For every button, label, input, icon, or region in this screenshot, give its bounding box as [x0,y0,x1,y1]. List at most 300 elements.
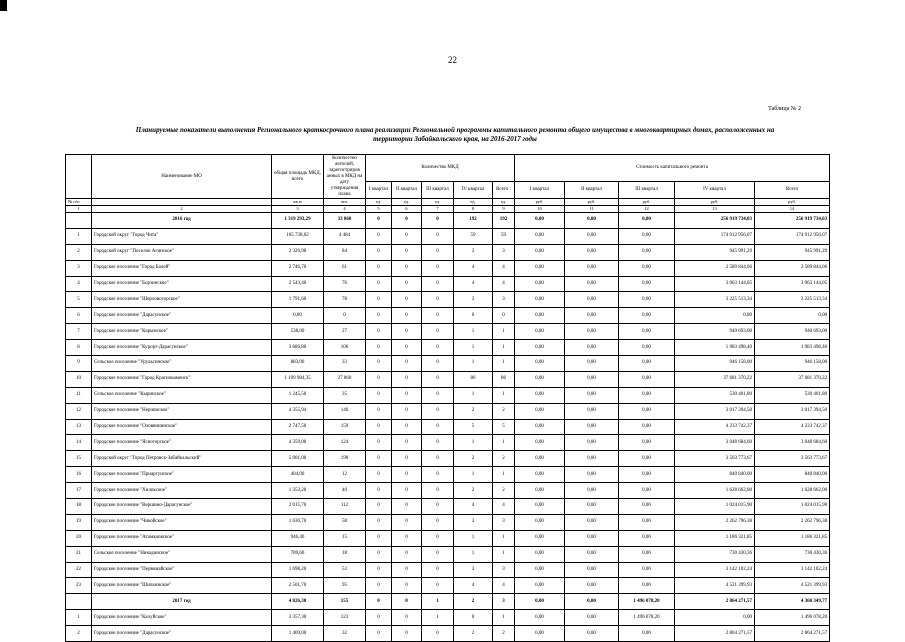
cost-q2-cell: 0,00 [565,403,619,419]
cost-q3-cell: 0,00 [619,467,675,483]
total-area-cell: 2 326,98 [272,244,324,260]
mkd-total-cell: 3 [493,594,515,610]
row-number-cell: 11 [66,387,92,403]
cost-q3-cell: 0,00 [619,324,675,340]
mkd-q3-cell: 0 [422,260,454,276]
cost-q1-cell: 0,00 [515,467,565,483]
residents-count-cell: 33 860 [324,213,366,229]
mkd-q3-cell: 0 [422,308,454,324]
mkd-q3-cell: 0 [422,340,454,356]
mkd-q2-cell: 0 [392,292,422,308]
cost-q4-cell: 1 628 662,00 [675,483,755,499]
cost-q3-cell: 0,00 [619,403,675,419]
cost-q1-cell: 0,00 [515,260,565,276]
mkd-q3-cell: 0 [422,387,454,403]
column-number: 14 [755,206,830,213]
cost-total-cell: 4 233 742,37 [755,419,830,435]
mo-name-cell: Городское поселение "Вершино-Дарасунское" [92,499,272,515]
row-number-cell: 9 [66,356,92,372]
mo-name-cell: Городское поселение "Нерчинское" [92,403,272,419]
cost-q2-cell: 0,00 [565,419,619,435]
residents-count-cell: 146 [324,403,366,419]
column-number: 6 [392,206,422,213]
row-number-cell: 2 [66,244,92,260]
row-number-cell: 10 [66,371,92,387]
residents-count-cell: 155 [324,594,366,610]
residents-count-cell: 32 [324,626,366,642]
table-row [66,610,830,626]
unit-cell: ед. [454,199,493,206]
table-row [66,451,830,467]
cost-q2-cell: 0,00 [565,292,619,308]
residents-count-cell: 123 [324,610,366,626]
header-mkd-group: Количество МКД [366,155,515,182]
total-area-cell: 883,00 [272,356,324,372]
column-number: 13 [675,206,755,213]
mkd-q4-cell: 86 [454,371,493,387]
mkd-q4-cell: 2 [454,451,493,467]
cost-q3-cell: 0,00 [619,530,675,546]
mkd-q1-cell: 0 [366,546,392,562]
column-number: 8 [454,206,493,213]
mkd-q1-cell: 0 [366,324,392,340]
row-number-cell: 4 [66,276,92,292]
mkd-q3-cell: 0 [422,244,454,260]
mkd-q1-cell: 0 [366,514,392,530]
mkd-q1-cell: 0 [366,308,392,324]
unit-cell: чел. [324,199,366,206]
mkd-total-cell: 1 [493,546,515,562]
cost-total-cell: 2 864 271,57 [755,626,830,642]
cost-q1-cell: 0,00 [515,228,565,244]
mkd-q3-cell: 0 [422,546,454,562]
cost-q1-cell: 0,00 [515,514,565,530]
mo-name-cell: Городской округ "Город Чита" [92,228,272,244]
unit-cell: ед. [493,199,515,206]
cost-total-cell: 0,00 [755,308,830,324]
mo-name-cell: Городское поселение "Карымское" [92,324,272,340]
mo-name-cell: 2016 год [92,213,272,229]
mkd-total-cell: 86 [493,371,515,387]
mkd-q4-cell: 0 [454,308,493,324]
mo-name-cell: Городское поселение "Шерловогорское" [92,292,272,308]
mkd-q2-cell: 0 [392,451,422,467]
cost-total-cell: 1 983 498,40 [755,340,830,356]
row-number-cell: 12 [66,403,92,419]
header-name: Наименование МО [92,155,272,199]
column-number: 5 [366,206,392,213]
unit-cell: руб. [755,199,830,206]
cost-total-cell: 1 496 078,20 [755,610,830,626]
cost-q4-cell: 946 158,00 [675,356,755,372]
cost-total-cell: 1 024 015,90 [755,499,830,515]
cost-q2-cell: 0,00 [565,626,619,642]
mkd-total-cell: 3 [493,514,515,530]
mkd-q1-cell: 0 [366,499,392,515]
column-number: 1 [66,206,92,213]
cost-q2-cell: 0,00 [565,562,619,578]
mkd-q3-cell: 0 [422,276,454,292]
residents-count-cell: 112 [324,499,366,515]
row-number-cell: 17 [66,483,92,499]
residents-count-cell: 124 [324,435,366,451]
cost-q1-cell: 0,00 [515,340,565,356]
header-num: № п/п [66,199,92,206]
total-area-cell: 2 015,70 [272,499,324,515]
mkd-q3-cell: 0 [422,483,454,499]
cost-q4-cell: 1 983 498,40 [675,340,755,356]
mkd-q2-cell: 0 [392,213,422,229]
mkd-q2-cell: 0 [392,308,422,324]
header-blank [66,155,92,199]
mkd-q3-cell: 0 [422,356,454,372]
mkd-q1-cell: 0 [366,403,392,419]
total-area-cell: 946,40 [272,530,324,546]
cost-q4-cell: 174 912 956,07 [675,228,755,244]
row-number-cell [66,594,92,610]
table-row [66,578,830,594]
mkd-total-cell: 1 [493,340,515,356]
unit-cell: руб. [565,199,619,206]
column-number: 9 [493,206,515,213]
mkd-q3-cell: 0 [422,419,454,435]
cost-total-cell: 946 158,00 [755,356,830,372]
cost-q2-cell: 0,00 [565,308,619,324]
table-row [66,435,830,451]
mkd-total-cell: 59 [493,228,515,244]
cost-q3-cell: 0,00 [619,340,675,356]
mkd-q4-cell: 1 [454,530,493,546]
residents-count-cell: 95 [324,578,366,594]
cost-total-cell: 256 919 734,03 [755,213,830,229]
mo-name-cell: Городское поселение "Город Краснокаменск" [92,371,272,387]
cost-q1-cell: 0,00 [515,610,565,626]
unit-cell: руб. [515,199,565,206]
residents-count-cell: 35 [324,387,366,403]
cost-q3-cell: 0,00 [619,356,675,372]
residents-count-cell: 33 [324,356,366,372]
cost-total-cell: 530 401,80 [755,387,830,403]
mkd-q4-cell: 3 [454,292,493,308]
mkd-q1-cell: 0 [366,260,392,276]
mkd-total-cell: 4 [493,260,515,276]
mkd-q1-cell: 0 [366,562,392,578]
header-cost-group: Стоимость капитального ремонта [515,155,830,182]
row-number-cell: 19 [66,514,92,530]
document-title [60,126,850,144]
mkd-q4-cell: 3 [454,244,493,260]
mkd-q2-cell: 0 [392,578,422,594]
table-row [66,371,830,387]
mkd-q4-cell: 1 [454,467,493,483]
mkd-q1-cell: 0 [366,276,392,292]
mkd-q2-cell: 0 [392,435,422,451]
mkd-total-cell: 2 [493,451,515,467]
total-area-cell: 1 109 984,35 [272,371,324,387]
cost-q2-cell: 0,00 [565,435,619,451]
table-row [66,356,830,372]
mkd-q2-cell: 0 [392,626,422,642]
cost-total-cell: 945 991,29 [755,244,830,260]
residents-count-cell: 84 [324,244,366,260]
mkd-q2-cell: 0 [392,371,422,387]
cost-total-cell: 1 628 662,00 [755,483,830,499]
mkd-q2-cell: 0 [392,514,422,530]
row-number-cell: 14 [66,435,92,451]
mkd-q2-cell: 0 [392,228,422,244]
table-row [66,467,830,483]
mkd-q1-cell: 0 [366,610,392,626]
mkd-q4-cell: 4 [454,260,493,276]
mo-name-cell: Городское поселение "Хилокское" [92,483,272,499]
cost-q2-cell: 0,00 [565,451,619,467]
mkd-q4-cell: 1 [454,387,493,403]
cost-q4-cell: 3 225 513,34 [675,292,755,308]
mkd-total-cell: 1 [493,387,515,403]
residents-count-cell: 106 [324,340,366,356]
cost-q2-cell: 0,00 [565,483,619,499]
cost-q2-cell: 0,00 [565,610,619,626]
mkd-q1-cell: 0 [366,467,392,483]
total-area-cell: 1 698,20 [272,562,324,578]
header-mkd-total: Всего : [493,182,515,199]
mkd-q3-cell: 0 [422,530,454,546]
total-area-cell: 1 245,50 [272,387,324,403]
mkd-q1-cell: 0 [366,356,392,372]
mkd-q4-cell: 192 [454,213,493,229]
cost-total-cell: 4 521 399,93 [755,578,830,594]
cost-total-cell: 730 430,36 [755,546,830,562]
mkd-q3-cell: 1 [422,610,454,626]
mkd-total-cell: 0 [493,308,515,324]
cost-q2-cell: 0,00 [565,514,619,530]
mkd-total-cell: 3 [493,292,515,308]
cost-q4-cell: 945 991,29 [675,244,755,260]
mkd-total-cell: 3 [493,562,515,578]
cost-q3-cell: 0,00 [619,308,675,324]
cost-total-cell: 2 589 844,06 [755,260,830,276]
mkd-q4-cell: 4 [454,276,493,292]
year-total-row [66,594,830,610]
mo-name-cell: Сельское поселение "Никодинское" [92,546,272,562]
row-number-cell: 1 [66,610,92,626]
mkd-q4-cell: 1 [454,435,493,451]
residents-count-cell: 190 [324,451,366,467]
mkd-total-cell: 2 [493,403,515,419]
mo-name-cell: Городское поселение "Приаргунское" [92,467,272,483]
total-area-cell: 2 747,50 [272,419,324,435]
title-line-1: Планируемые показатели выполнения Регионального краткосрочного плана реализации Региональной программы капитального ремонта общего имущества в многоквартирных домах, расположенных на [135,126,775,134]
column-number: 11 [565,206,619,213]
cost-total-cell: 2 262 796,38 [755,514,830,530]
unit-cell: ед. [392,199,422,206]
mkd-q3-cell: 0 [422,324,454,340]
header-cost-total: Всего [755,182,830,199]
mkd-q1-cell: 0 [366,292,392,308]
mkd-q3-cell: 0 [422,292,454,308]
mkd-q1-cell: 0 [366,594,392,610]
cost-q3-cell: 0,00 [619,514,675,530]
cost-q3-cell: 0,00 [619,578,675,594]
residents-count-cell: 53 [324,562,366,578]
cost-q4-cell: 2 589 844,06 [675,260,755,276]
mo-name-cell: Городской округ "Поселок Агинское" [92,244,272,260]
mo-name-cell: Городское поселение "Калуйское" [92,610,272,626]
mkd-q2-cell: 0 [392,610,422,626]
unit-cell: ед. [366,199,392,206]
cost-q2-cell: 0,00 [565,244,619,260]
cost-q1-cell: 0,00 [515,419,565,435]
mkd-q4-cell: 0 [454,610,493,626]
mkd-q2-cell: 0 [392,546,422,562]
cost-q1-cell: 0,00 [515,626,565,642]
cost-q3-cell: 0,00 [619,371,675,387]
cost-q2-cell: 0,00 [565,530,619,546]
cost-q4-cell: 4 233 742,37 [675,419,755,435]
mkd-q1-cell: 0 [366,419,392,435]
cost-q2-cell: 0,00 [565,228,619,244]
scan-corner-mark [0,0,7,11]
cost-q4-cell: 3 142 102,24 [675,562,755,578]
column-number: 12 [619,206,675,213]
cost-q1-cell: 0,00 [515,244,565,260]
total-area-cell: 0,00 [272,308,324,324]
table-row [66,514,830,530]
row-number-cell: 6 [66,308,92,324]
mkd-q1-cell: 0 [366,483,392,499]
mo-name-cell: Городское поселение "Оловяннинское" [92,419,272,435]
mkd-total-cell: 1 [493,530,515,546]
mkd-q2-cell: 0 [392,244,422,260]
mkd-q1-cell: 0 [366,578,392,594]
cost-q3-cell: 0,00 [619,499,675,515]
mkd-total-cell: 4 [493,499,515,515]
table-row [66,499,830,515]
cost-total-cell: 37 681 370,22 [755,371,830,387]
mkd-q4-cell: 4 [454,578,493,594]
cost-q2-cell: 0,00 [565,213,619,229]
cost-q1-cell: 0,00 [515,371,565,387]
total-area-cell: 3 686,80 [272,340,324,356]
row-number-cell: 3 [66,260,92,276]
table-label: Таблица № 2 [768,106,801,112]
cost-q4-cell: 256 919 734,03 [675,213,755,229]
residents-count-cell: 76 [324,276,366,292]
row-number-cell: 20 [66,530,92,546]
residents-count-cell: 61 [324,260,366,276]
row-number-cell: 8 [66,340,92,356]
row-number-cell: 18 [66,499,92,515]
mo-name-cell: Городское поселение "Курорт-Дарасунское" [92,340,272,356]
cost-q4-cell: 4 521 399,93 [675,578,755,594]
row-number-cell: 16 [66,467,92,483]
residents-count-cell: 4 484 [324,228,366,244]
unit-cell: кв.м [272,199,324,206]
mkd-q1-cell: 0 [366,387,392,403]
cost-q1-cell: 0,00 [515,578,565,594]
cost-q4-cell: 2 262 796,38 [675,514,755,530]
mo-name-cell: Городской округ "Город Петровск-Забайкальский" [92,451,272,467]
column-number: 2 [92,206,272,213]
mkd-q3-cell: 0 [422,228,454,244]
mo-name-cell: Сельское поселение "Урульгинское" [92,356,272,372]
cost-q4-cell: 2 864 271,57 [675,626,755,642]
mkd-q4-cell: 59 [454,228,493,244]
cost-q1-cell: 0,00 [515,308,565,324]
table-row [66,308,830,324]
cost-q3-cell: 0,00 [619,483,675,499]
unit-blank [92,199,272,206]
mo-name-cell: Городское поселение "Шилкинское" [92,578,272,594]
mkd-total-cell: 1 [493,324,515,340]
mkd-q2-cell: 0 [392,276,422,292]
row-number-cell [66,213,92,229]
row-number-cell: 13 [66,419,92,435]
table-row [66,228,830,244]
cost-q3-cell: 0,00 [619,451,675,467]
cost-total-cell: 3 963 144,05 [755,276,830,292]
cost-total-cell: 3 142 102,24 [755,562,830,578]
column-number: 10 [515,206,565,213]
cost-total-cell: 174 912 956,07 [755,228,830,244]
table-row [66,562,830,578]
row-number-cell: 15 [66,451,92,467]
mkd-q4-cell: 2 [454,594,493,610]
cost-q3-cell: 0,00 [619,260,675,276]
mkd-q2-cell: 0 [392,562,422,578]
cost-q2-cell: 0,00 [565,467,619,483]
mkd-q3-cell: 0 [422,514,454,530]
cost-total-cell: 4 360 349,77 [755,594,830,610]
cost-total-cell: 3 225 513,34 [755,292,830,308]
table-row [66,292,830,308]
mkd-total-cell: 2 [493,626,515,642]
mkd-q4-cell: 2 [454,403,493,419]
cost-q3-cell: 0,00 [619,562,675,578]
table-row [66,260,830,276]
cost-q2-cell: 0,00 [565,260,619,276]
header-mkd-q3: III квартал [422,182,454,199]
mkd-q1-cell: 0 [366,228,392,244]
mkd-q2-cell: 0 [392,403,422,419]
total-area-cell: 1 319 293,29 [272,213,324,229]
cost-q1-cell: 0,00 [515,594,565,610]
total-area-cell: 165 738,02 [272,228,324,244]
column-number: 4 [324,206,366,213]
year-total-row [66,213,830,229]
cost-q4-cell: 3 017 394,50 [675,403,755,419]
table-row [66,419,830,435]
mkd-q1-cell: 0 [366,626,392,642]
mkd-q2-cell: 0 [392,483,422,499]
cost-q4-cell: 530 401,80 [675,387,755,403]
table-body [66,213,830,642]
cost-q3-cell: 0,00 [619,292,675,308]
total-area-cell: 4 355,94 [272,403,324,419]
row-number-cell: 5 [66,292,92,308]
cost-q1-cell: 0,00 [515,562,565,578]
row-number-cell: 23 [66,578,92,594]
cost-q1-cell: 0,00 [515,213,565,229]
mkd-q4-cell: 1 [454,340,493,356]
total-area-cell: 3 357,30 [272,610,324,626]
mkd-q2-cell: 0 [392,530,422,546]
header-mkd-q2: II квартал [392,182,422,199]
header-cost-q1: I квартал [515,182,565,199]
column-number: 3 [272,206,324,213]
residents-count-cell: 15 [324,530,366,546]
total-area-cell: 2 501,70 [272,578,324,594]
